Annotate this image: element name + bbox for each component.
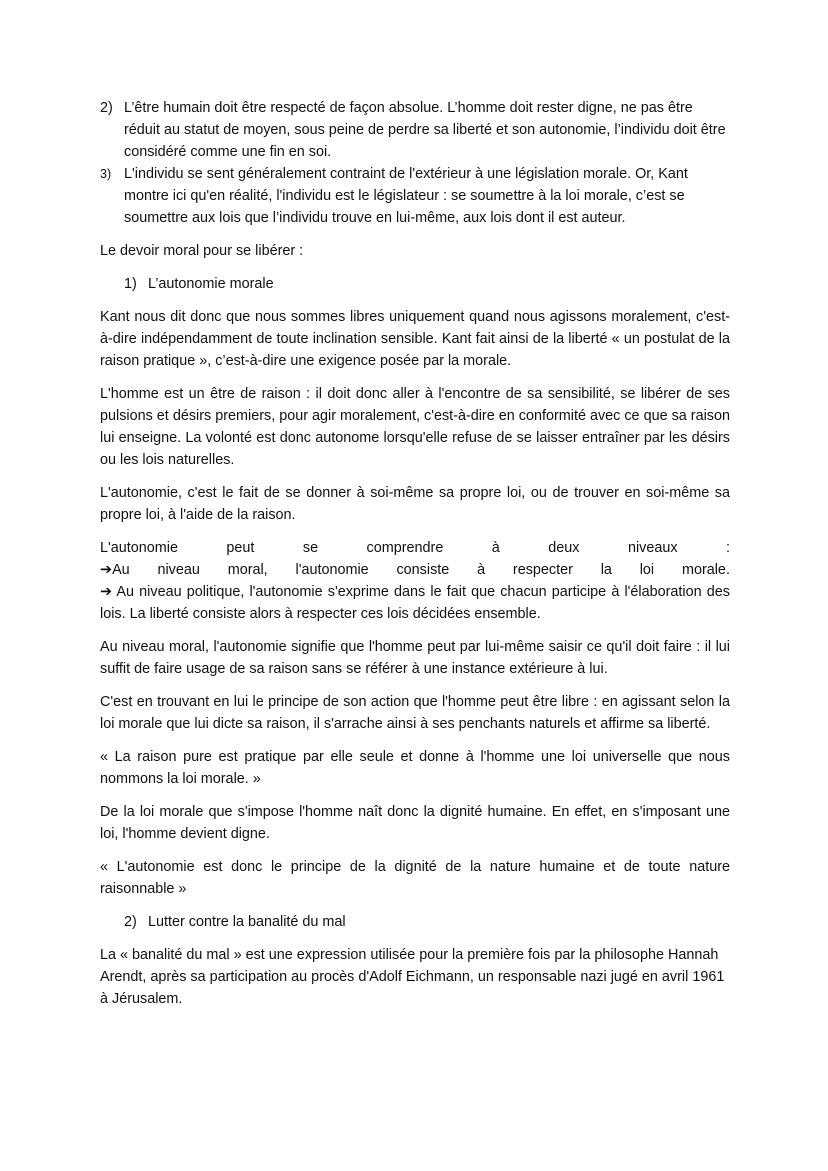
word: deux — [548, 540, 580, 556]
paragraph: L'homme est un être de raison : il doit donc aller à l'encontre de sa sensibilité, se libérer de ses pulsions et désirs premiers, pour agir moralement, c'est-à-dire en conformité avec ce que sa raison lui enseigne. La volonté est donc autonome lorsqu'elle refuse de se laisser entraîner par les désirs ou les lois naturelles. — [100, 386, 730, 468]
heading-number: 1) — [124, 276, 137, 292]
word: comprendre — [366, 540, 444, 556]
paragraph: L'autonomie, c'est le fait de se donner à soi-même sa propre loi, ou de trouver en soi-même sa propre loi, à l'aide de la raison. — [100, 485, 730, 523]
paragraph-levels — [100, 537, 730, 625]
levels-intro-line — [100, 537, 730, 559]
word: niveau — [157, 562, 200, 578]
level-politic-text: Au niveau politique, l'autonomie s'exprime dans le fait que chacun participe à l'élaboration des lois. La liberté consiste alors à respecter ces lois décidées ensemble. — [100, 584, 730, 622]
paragraph: C'est en trouvant en lui le principe de son action que l'homme peut être libre : en agissant selon la loi morale que lui dicte sa raison, il s'arrache ainsi à ses penchants naturels et affirme sa liberté. — [100, 694, 730, 732]
paragraph: Au niveau moral, l'autonomie signifie que l'homme peut par lui-même saisir ce qu'il doit faire : il lui suffit de faire usage de sa raison sans se référer à une instance extérieure à lui. — [100, 639, 730, 677]
list-text: L’être humain doit être respecté de façon absolue. L’homme doit rester digne, ne pas être réduit au statut de moyen, sous peine de perdre sa liberté et son autonomie, l’individu doit être considéré comme une fin en soi. — [124, 100, 726, 160]
word: l'autonomie — [295, 562, 369, 578]
level-moral-line — [100, 559, 730, 581]
word: niveaux — [627, 540, 678, 556]
paragraph: De la loi morale que s'impose l'homme naît donc la dignité humaine. En effet, en s'imposant une loi, l'homme devient digne. — [100, 804, 730, 842]
word: Au — [112, 562, 130, 578]
word: loi — [639, 562, 655, 578]
quote: « L'autonomie est donc le principe de la dignité de la nature humaine et de toute nature raisonnable » — [100, 859, 730, 897]
section-heading — [100, 273, 730, 295]
word: consiste — [396, 562, 450, 578]
list-number: 3) — [100, 167, 112, 181]
word: respecter — [512, 562, 573, 578]
level-politic-line — [100, 581, 730, 625]
word: se — [302, 540, 319, 556]
document-body — [100, 97, 730, 1010]
word: moral, — [227, 562, 268, 578]
section-heading — [100, 911, 730, 933]
paragraph: La « banalité du mal » est une expression utilisée pour la première fois par la philosophe Hannah Arendt, après sa participation au procès d'Adolf Eichmann, un responsable nazi jugé en avril 1961 à Jérusalem. — [100, 947, 725, 1007]
word: à — [477, 562, 486, 578]
word: à — [491, 540, 500, 556]
list-number: 2) — [100, 100, 113, 116]
word: la — [600, 562, 612, 578]
list-item — [100, 97, 730, 163]
arrow-right-icon: ➔ — [100, 562, 113, 578]
word: : — [726, 540, 730, 556]
paragraph: Kant nous dit donc que nous sommes libres uniquement quand nous agissons moralement, c'est-à-dire indépendamment de toute inclination sensible. Kant fait ainsi de la liberté « un postulat de la raison pratique », c’est-à-dire une exigence posée par la morale. — [100, 309, 730, 369]
word: L'autonomie — [100, 540, 178, 556]
heading-text: Lutter contre la banalité du mal — [148, 914, 346, 930]
heading-text: L’autonomie morale — [148, 276, 274, 292]
list-text: L'individu se sent généralement contraint de l'extérieur à une législation morale. Or, Kant montre ici qu'en réalité, l'individu est le législateur : se soumettre à la loi morale, c’est se soumettre aux lois que l’individu trouve en lui-même, aux lois dont il est auteur. — [124, 166, 688, 226]
word: morale. — [681, 562, 730, 578]
heading-number: 2) — [124, 914, 137, 930]
quote: « La raison pure est pratique par elle seule et donne à l'homme une loi universelle que nous nommons la loi morale. » — [100, 749, 730, 787]
intro-line: Le devoir moral pour se libérer : — [100, 243, 304, 259]
word: peut — [226, 540, 255, 556]
arrow-right-icon: ➔ — [100, 584, 113, 600]
list-item — [100, 163, 730, 229]
